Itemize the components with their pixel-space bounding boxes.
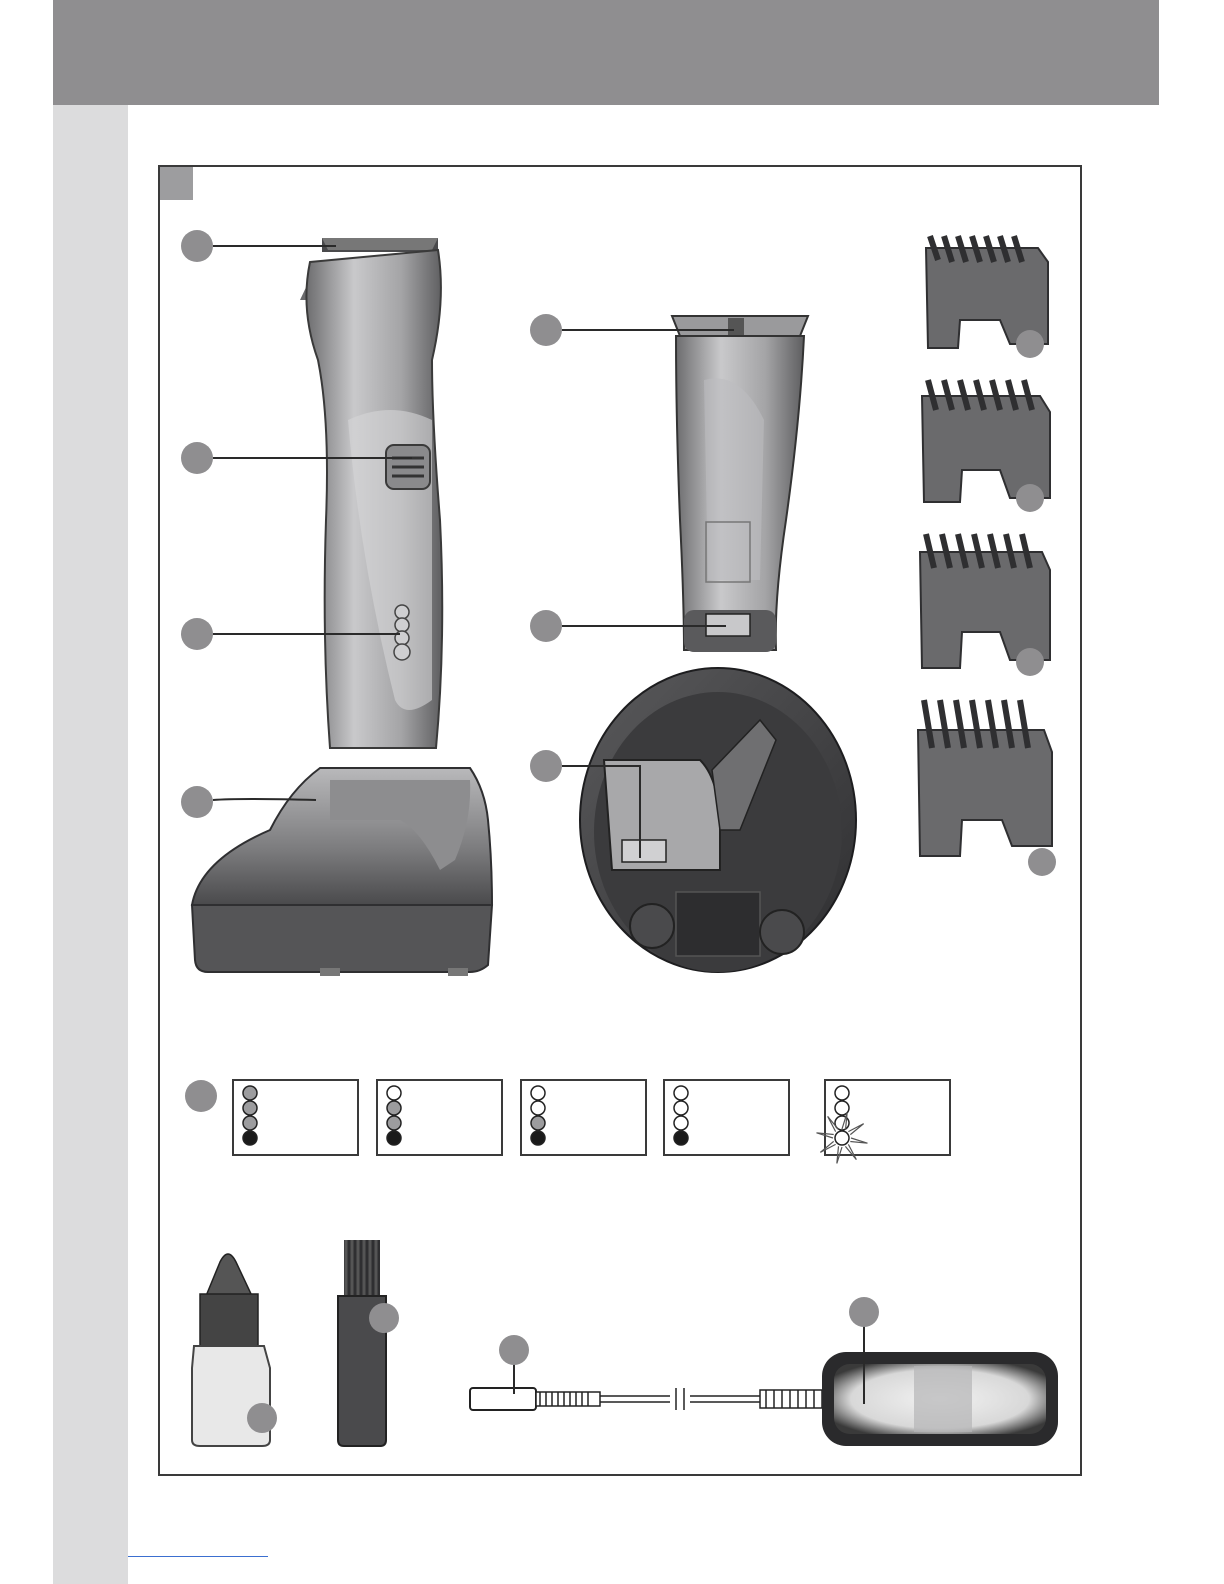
led-state-5 — [817, 1080, 950, 1163]
callout-charge-contacts — [530, 610, 562, 642]
comb-attachment-4 — [918, 700, 1052, 856]
led-dot-grey — [387, 1101, 401, 1115]
led-dot-white — [674, 1116, 688, 1130]
led-indicator — [395, 605, 409, 619]
comb-attachment-3 — [920, 534, 1050, 668]
led-dot-white — [531, 1086, 545, 1100]
led-dot-white — [531, 1101, 545, 1115]
comb-attachment-2 — [922, 380, 1050, 502]
led-state-4 — [664, 1080, 789, 1155]
led-dot-white — [835, 1131, 849, 1145]
clipper-back — [672, 316, 808, 652]
led-dot-black — [674, 1131, 688, 1145]
callout-adapter — [849, 1297, 879, 1327]
callout-plug — [499, 1335, 529, 1365]
power-adapter — [470, 1352, 1058, 1446]
footer-link-rule — [128, 1556, 268, 1557]
plug — [470, 1388, 536, 1410]
callout-stand — [181, 786, 213, 818]
led-dot-grey — [243, 1101, 257, 1115]
stand-underside — [580, 668, 856, 972]
led-state-1 — [233, 1080, 358, 1155]
callout-length-adjuster — [530, 314, 562, 346]
callout-oil — [247, 1403, 277, 1433]
led-dot-grey — [387, 1116, 401, 1130]
callout-switch — [181, 442, 213, 474]
callout-led-states — [185, 1080, 217, 1112]
led-dot-white — [674, 1101, 688, 1115]
led-state-3 — [521, 1080, 646, 1155]
led-dot-grey — [243, 1116, 257, 1130]
callout-blade — [181, 230, 213, 262]
led-dot-white — [835, 1086, 849, 1100]
cleaning-brush — [338, 1240, 386, 1446]
led-states-row — [233, 1080, 950, 1163]
led-dot-black — [531, 1131, 545, 1145]
callout-comb-3 — [1016, 648, 1044, 676]
callout-stand-socket — [530, 750, 562, 782]
callout-comb-2 — [1016, 484, 1044, 512]
callout-comb-4 — [1028, 848, 1056, 876]
callout-brush — [369, 1303, 399, 1333]
callout-leds — [181, 618, 213, 650]
led-state-2 — [377, 1080, 502, 1155]
led-dot-grey — [531, 1116, 545, 1130]
clipper-front — [300, 238, 442, 748]
led-dot-black — [243, 1131, 257, 1145]
led-dot-white — [387, 1086, 401, 1100]
callout-comb-1 — [1016, 330, 1044, 358]
led-dot-grey — [243, 1086, 257, 1100]
led-dot-white — [674, 1086, 688, 1100]
led-dot-black — [387, 1131, 401, 1145]
